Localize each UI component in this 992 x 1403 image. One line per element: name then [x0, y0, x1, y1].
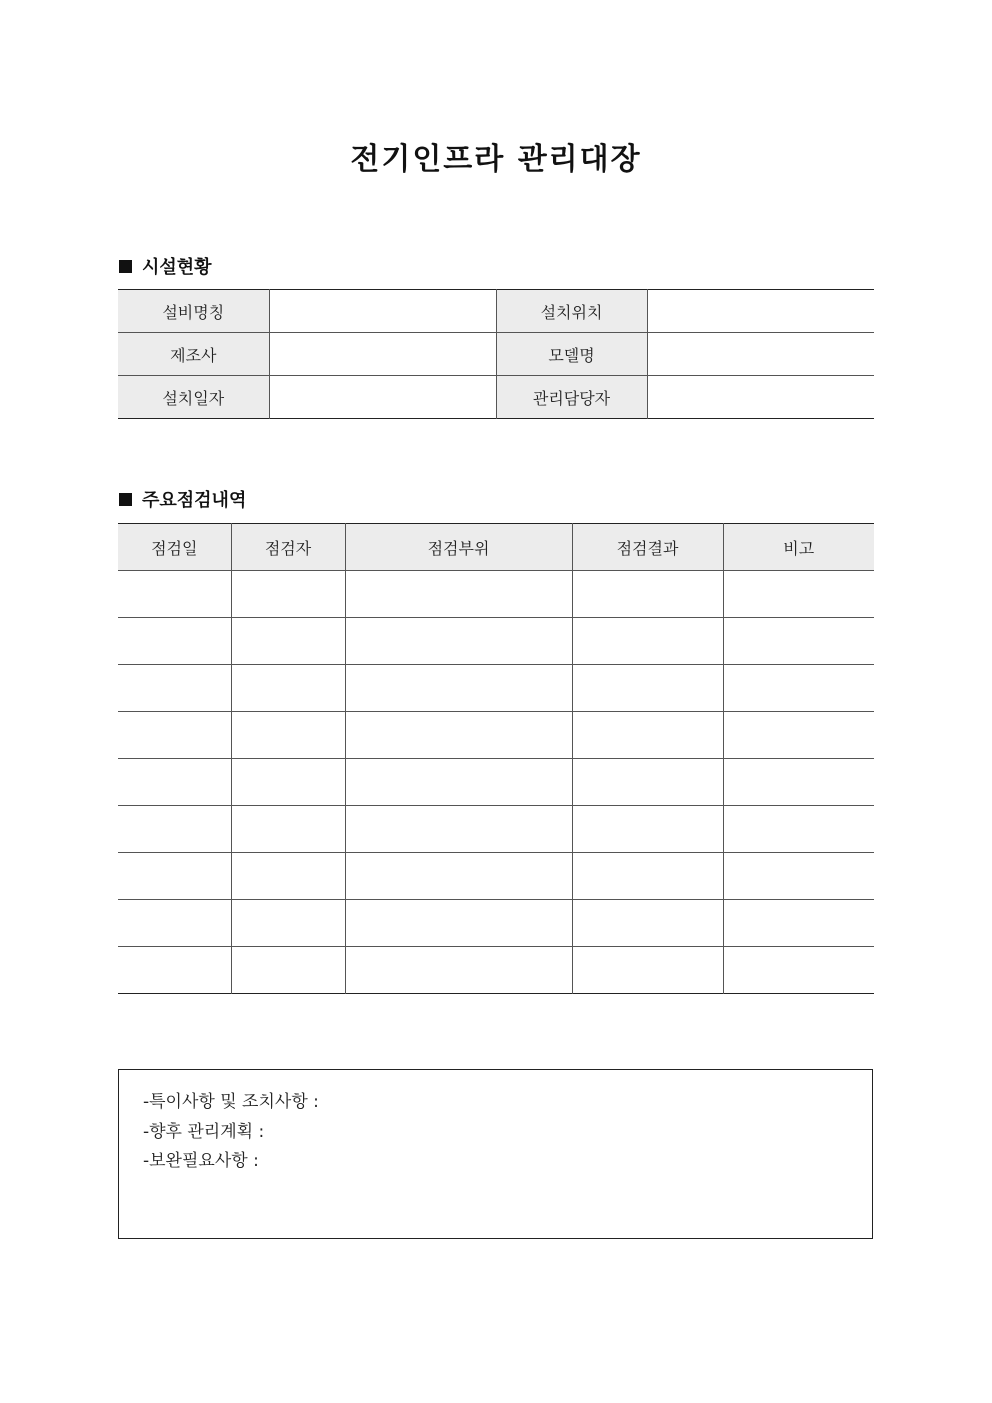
table-cell[interactable] — [723, 806, 874, 853]
table-cell[interactable] — [572, 806, 723, 853]
table-cell[interactable] — [572, 571, 723, 618]
section-heading-inspection — [119, 486, 246, 512]
table-cell[interactable] — [572, 618, 723, 665]
field-label: 설비명칭 — [118, 290, 269, 333]
table-cell[interactable] — [723, 947, 874, 994]
table-cell[interactable] — [118, 759, 231, 806]
table-cell[interactable] — [572, 759, 723, 806]
table-cell[interactable] — [572, 947, 723, 994]
table-cell[interactable] — [118, 571, 231, 618]
column-header: 점검일 — [118, 524, 231, 571]
table-cell[interactable] — [231, 853, 345, 900]
notes-box — [118, 1069, 873, 1239]
table-row — [118, 376, 874, 419]
table-cell[interactable] — [231, 759, 345, 806]
table-row — [118, 290, 874, 333]
inspection-table — [118, 523, 874, 994]
page-title: 전기인프라 관리대장 — [350, 142, 642, 177]
table-cell[interactable] — [118, 712, 231, 759]
table-cell[interactable] — [723, 853, 874, 900]
table-cell[interactable] — [118, 618, 231, 665]
table-cell[interactable] — [345, 712, 572, 759]
table-cell[interactable] — [118, 806, 231, 853]
install-date-field[interactable] — [269, 376, 496, 419]
table-cell[interactable] — [345, 571, 572, 618]
table-cell[interactable] — [231, 665, 345, 712]
field-label: 관리담당자 — [496, 376, 647, 419]
table-row — [118, 571, 874, 618]
table-row — [118, 618, 874, 665]
section-heading-label: 시설현황 — [142, 257, 212, 278]
notes-supplement-line[interactable]: -보완필요사항 : — [143, 1151, 259, 1171]
table-row — [118, 712, 874, 759]
table-cell[interactable] — [723, 712, 874, 759]
section-heading-facility — [119, 253, 212, 279]
column-header: 점검자 — [231, 524, 345, 571]
table-row — [118, 947, 874, 994]
table-cell[interactable] — [118, 853, 231, 900]
table-cell[interactable] — [572, 853, 723, 900]
table-cell[interactable] — [231, 806, 345, 853]
table-cell[interactable] — [723, 618, 874, 665]
column-header: 비고 — [723, 524, 874, 571]
field-label: 설치일자 — [118, 376, 269, 419]
field-label: 모델명 — [496, 333, 647, 376]
notes-special-line[interactable]: -특이사항 및 조치사항 : — [143, 1092, 319, 1112]
table-row — [118, 665, 874, 712]
table-cell[interactable] — [723, 665, 874, 712]
table-cell[interactable] — [345, 665, 572, 712]
table-row — [118, 853, 874, 900]
table-cell[interactable] — [723, 759, 874, 806]
table-cell[interactable] — [723, 900, 874, 947]
equipment-name-field[interactable] — [269, 290, 496, 333]
table-cell[interactable] — [345, 618, 572, 665]
table-row — [118, 759, 874, 806]
field-label: 제조사 — [118, 333, 269, 376]
install-location-field[interactable] — [647, 290, 874, 333]
table-cell[interactable] — [345, 900, 572, 947]
manufacturer-field[interactable] — [269, 333, 496, 376]
table-cell[interactable] — [118, 665, 231, 712]
table-cell[interactable] — [118, 947, 231, 994]
table-row — [118, 333, 874, 376]
model-name-field[interactable] — [647, 333, 874, 376]
table-cell[interactable] — [231, 571, 345, 618]
section-heading-label: 주요점검내역 — [142, 490, 247, 511]
manager-field[interactable] — [647, 376, 874, 419]
table-cell[interactable] — [572, 900, 723, 947]
table-cell[interactable] — [118, 900, 231, 947]
notes-plan-line[interactable]: -향후 관리계획 : — [143, 1121, 265, 1142]
table-cell[interactable] — [572, 712, 723, 759]
table-cell[interactable] — [231, 618, 345, 665]
table-cell[interactable] — [345, 853, 572, 900]
square-bullet-icon — [119, 260, 132, 273]
table-cell[interactable] — [572, 665, 723, 712]
table-cell[interactable] — [345, 806, 572, 853]
column-header: 점검결과 — [572, 524, 723, 571]
table-cell[interactable] — [231, 900, 345, 947]
field-label: 설치위치 — [496, 290, 647, 333]
table-cell[interactable] — [231, 712, 345, 759]
table-cell[interactable] — [723, 571, 874, 618]
square-bullet-icon — [119, 493, 132, 506]
facility-table — [118, 289, 874, 419]
table-cell[interactable] — [231, 947, 345, 994]
table-row — [118, 806, 874, 853]
table-cell[interactable] — [345, 947, 572, 994]
table-row — [118, 900, 874, 947]
table-cell[interactable] — [345, 759, 572, 806]
table-header-row — [118, 524, 874, 571]
column-header: 점검부위 — [345, 524, 572, 571]
